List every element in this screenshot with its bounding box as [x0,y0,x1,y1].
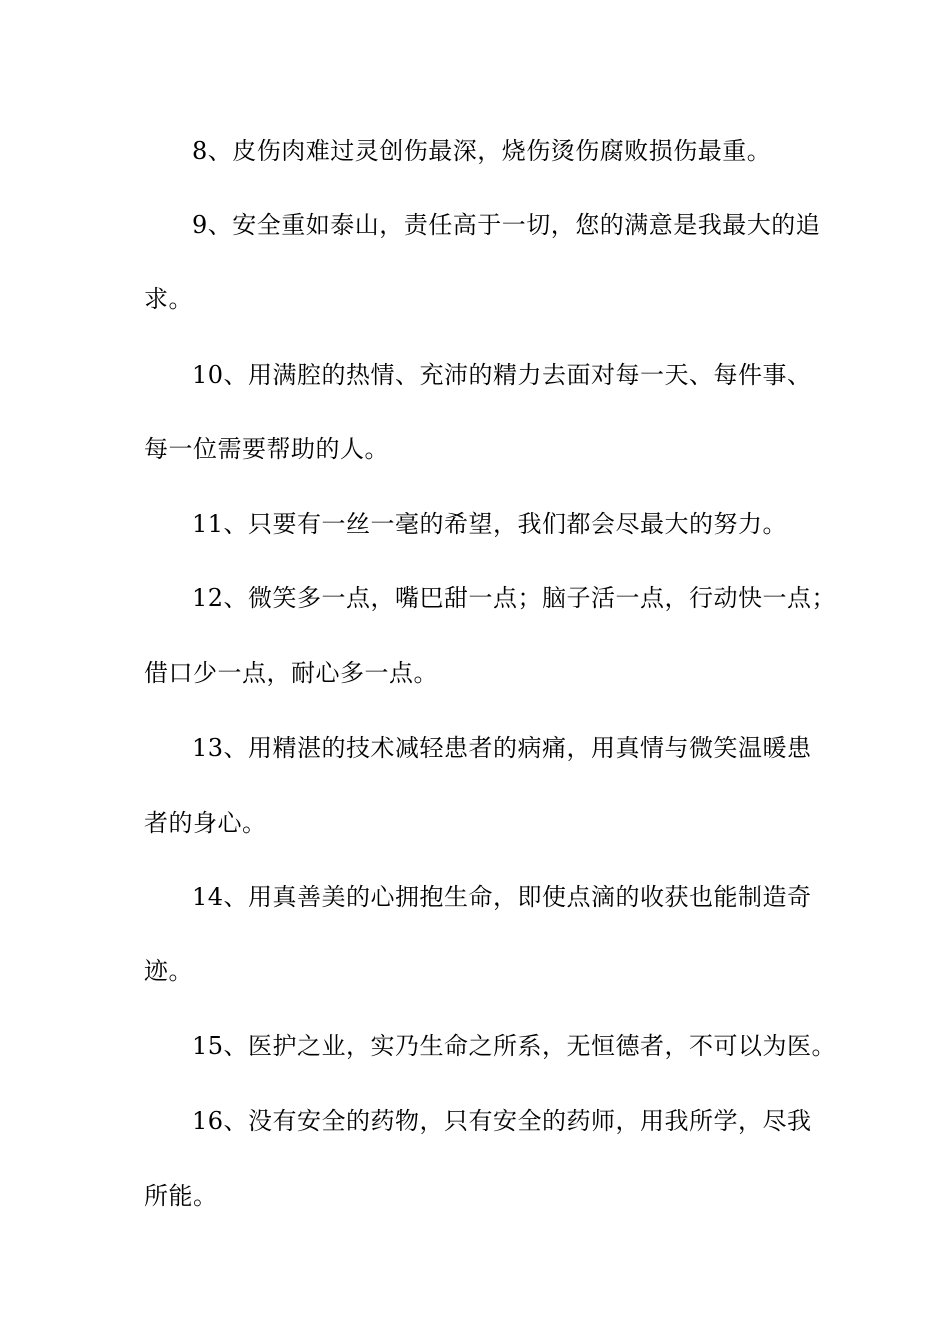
paragraph-line: 10、用满腔的热情、充沛的精力去面对每一天、每件事、 [192,361,812,389]
paragraph-line: 14、用真善美的心拥抱生命，即使点滴的收获也能制造奇 [192,883,812,911]
paragraph-line: 所能。 [144,1182,218,1210]
paragraph-line: 8、皮伤肉难过灵创伤最深，烧伤烫伤腐败损伤最重。 [192,137,772,165]
paragraph-line: 16、没有安全的药物，只有安全的药师，用我所学，尽我 [192,1107,812,1135]
paragraph-line: 15、医护之业，实乃生命之所系，无恒德者，不可以为医。 [192,1032,837,1060]
paragraph-line: 者的身心。 [144,809,267,837]
paragraph-line: 11、只要有一丝一毫的希望，我们都会尽最大的努力。 [192,510,788,538]
paragraph-line: 12、微笑多一点，嘴巴甜一点；脑子活一点，行动快一点； [192,584,837,612]
paragraph-line: 借口少一点，耐心多一点。 [144,659,438,687]
paragraph-line: 9、安全重如泰山，责任高于一切，您的满意是我最大的追 [192,211,821,239]
paragraph-line: 每一位需要帮助的人。 [144,435,389,463]
paragraph-line: 求。 [144,285,193,313]
paragraph-line: 13、用精湛的技术减轻患者的病痛，用真情与微笑温暖患 [192,734,812,762]
paragraph-line: 迹。 [144,957,193,985]
